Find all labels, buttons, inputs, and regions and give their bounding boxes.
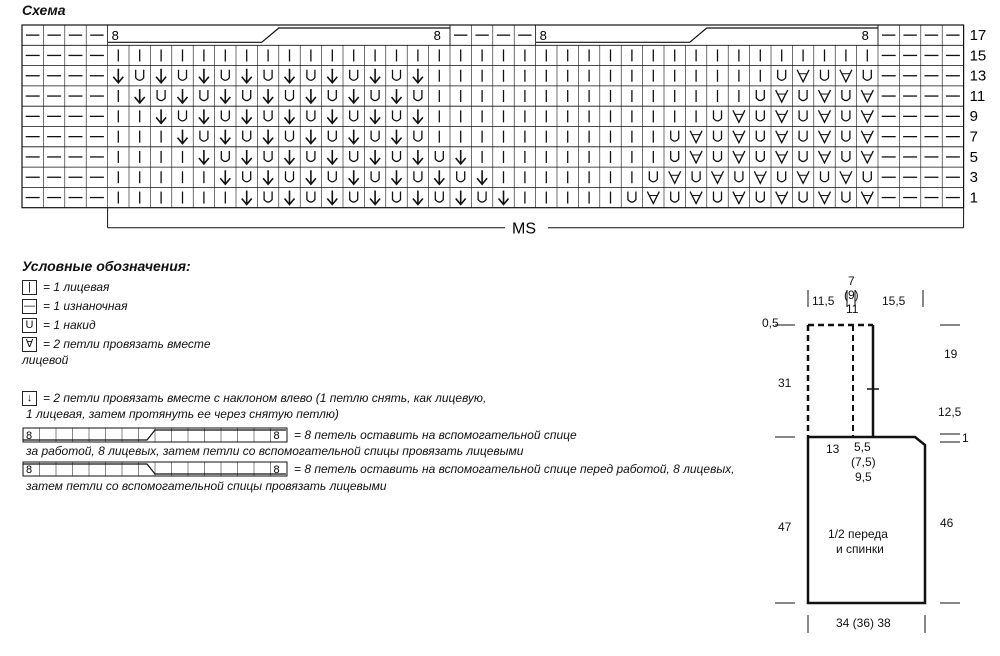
yarn-over-symbol (264, 70, 272, 81)
k2tog-symbol (819, 192, 831, 204)
cable-num: 8 (26, 464, 33, 476)
pattern-schematic (755, 285, 1000, 645)
yarn-over-symbol (756, 151, 764, 162)
k2tog-symbol (669, 171, 681, 183)
piece-label-2: и спинки (836, 542, 884, 556)
row-number: 3 (969, 169, 978, 187)
yarn-over-symbol (799, 151, 807, 162)
knit-symbol-icon: | (22, 280, 37, 295)
yarn-over-symbol (136, 70, 144, 81)
yarn-over-symbol (371, 90, 379, 101)
legend-title: Условные обозначения: (22, 258, 191, 274)
yarn-over-symbol (179, 110, 187, 121)
legend-k2tog (22, 336, 211, 352)
yarn-over-symbol (435, 192, 443, 203)
dim-top-mid-2: (9) (844, 288, 859, 302)
cable-cross (23, 464, 286, 474)
ms-label: MS (512, 220, 536, 238)
cable-num: 8 (26, 430, 33, 442)
row-number: 15 (969, 47, 987, 65)
k2tog-symbol (733, 131, 745, 143)
row-number: 13 (969, 67, 987, 85)
dim-top-mid-1: 7 (848, 274, 855, 288)
legend-cable-back: = 8 петель оставить на вспомогательной спице (294, 428, 577, 442)
k2tog-symbol (690, 192, 702, 204)
yarn-over-symbol (243, 131, 251, 142)
yarn-over-symbol (842, 90, 850, 101)
dim-body-right: 46 (940, 516, 954, 530)
yarn-over-symbol (756, 110, 764, 121)
yarn-over-symbol (457, 171, 465, 182)
cable-back-symbol-icon (22, 427, 290, 443)
yarn-over-symbol (671, 192, 679, 203)
row-number: 5 (969, 148, 978, 166)
yarn-over-symbol (264, 192, 272, 203)
k2tog-symbol-icon: ∀ (22, 337, 37, 352)
yarn-over-symbol (157, 90, 165, 101)
cable-num: 8 (273, 430, 280, 442)
dim-underarm-left: 13 (826, 442, 840, 456)
k2tog-symbol (776, 90, 788, 102)
cable-front-symbol-icon (22, 461, 290, 477)
dim-top-mid-3: 11 (846, 302, 859, 316)
legend-knit (22, 279, 109, 295)
yarn-over-symbol (328, 90, 336, 101)
yarn-over-symbol (307, 110, 315, 121)
row-number: 7 (969, 128, 978, 146)
row-number: 11 (969, 87, 986, 105)
dim-top-right: 15,5 (882, 294, 906, 308)
yarn-over-symbol (714, 192, 722, 203)
k2tog-symbol (733, 151, 745, 163)
dim-right-upper: 19 (944, 347, 958, 361)
k2tog-symbol (647, 192, 659, 204)
k2tog-symbol (776, 192, 788, 204)
cable-cross (23, 430, 286, 440)
row-number: 1 (969, 189, 978, 207)
yarn-over-symbol (328, 171, 336, 182)
yarn-over-symbol (221, 110, 229, 121)
yarn-over-symbol (414, 131, 422, 142)
k2tog-symbol (776, 110, 788, 122)
purl-symbol-icon: — (24, 300, 35, 313)
yarn-over-symbol (714, 110, 722, 121)
yarn-over-symbol (393, 70, 401, 81)
dim-right-mid: 12,5 (938, 405, 962, 419)
yarn-over-symbol (756, 192, 764, 203)
yarn-over-symbol (799, 90, 807, 101)
yarn-over-symbol (393, 110, 401, 121)
dim-body-left: 47 (778, 520, 792, 534)
knitting-chart (0, 0, 1000, 256)
legend-cable-front-line2: затем петли со вспомогательной спицы провязать лицевыми (26, 479, 387, 493)
yarn-over-symbol (286, 171, 294, 182)
legend-cable-back-line2: за работой, 8 лицевых, затем петли со вспомогательной спицы провязать лицевыми (26, 444, 524, 458)
yarn-over-symbol (863, 171, 871, 182)
dim-top-left: 11,5 (812, 294, 835, 308)
yarn-over-symbol (799, 131, 807, 142)
yarn-over-symbol (350, 110, 358, 121)
k2tog-symbol (819, 90, 831, 102)
yarn-over-symbol (243, 90, 251, 101)
dim-underarm-mid-2: (7,5) (851, 455, 876, 469)
yarn-over-symbol (842, 151, 850, 162)
k2tog-symbol (861, 110, 873, 122)
yarn-over-symbol (692, 171, 700, 182)
yarn-over-symbol (778, 70, 786, 81)
legend-ssk-text: = 2 петли провязать вместе с наклоном влево (1 петлю снять, как лицевую, (43, 391, 487, 405)
yarn-over-symbol-icon: U (22, 318, 37, 333)
cable-label: 8 (111, 28, 119, 43)
k2tog-symbol (776, 151, 788, 163)
yarn-over-symbol (478, 192, 486, 203)
k2tog-symbol (797, 70, 809, 82)
yarn-over-symbol (649, 171, 657, 182)
k2tog-symbol (840, 171, 852, 183)
yarn-over-symbol (371, 131, 379, 142)
dim-armhole: 31 (778, 376, 792, 390)
yarn-over-symbol (414, 171, 422, 182)
yarn-over-symbol (328, 131, 336, 142)
yarn-over-symbol (350, 70, 358, 81)
k2tog-symbol (861, 131, 873, 143)
cable-num: 8 (273, 464, 280, 476)
yarn-over-symbol (200, 131, 208, 142)
yarn-over-symbol (714, 151, 722, 162)
yarn-over-symbol (842, 110, 850, 121)
k2tog-symbol (733, 192, 745, 204)
yarn-over-symbol (179, 70, 187, 81)
yarn-over-symbol (671, 151, 679, 162)
legend-yarn-over (22, 317, 96, 333)
dim-underarm-mid-1: 5,5 (854, 440, 871, 454)
yarn-over-symbol (393, 192, 401, 203)
cable-label: 8 (433, 28, 441, 43)
yarn-over-symbol (307, 192, 315, 203)
yarn-over-symbol (628, 192, 636, 203)
yarn-over-symbol (286, 131, 294, 142)
dim-left-offset: 0,5 (762, 316, 779, 330)
ssk-symbol-icon: ↓ (22, 391, 37, 406)
k2tog-symbol (819, 131, 831, 143)
legend-k2tog-text: = 2 петли провязать вместе (43, 337, 211, 351)
dim-underarm-mid-3: 9,5 (855, 470, 872, 484)
yarn-over-symbol (350, 151, 358, 162)
yarn-over-symbol (264, 151, 272, 162)
cable-line (536, 28, 878, 42)
legend-purl (22, 298, 128, 314)
yarn-over-symbol (778, 171, 786, 182)
yarn-over-symbol (863, 70, 871, 81)
piece-label-1: 1/2 переда (828, 527, 888, 541)
legend-cable-front: = 8 петель оставить на вспомогательной спице перед работой, 8 лицевых, (294, 462, 735, 476)
k2tog-symbol (690, 131, 702, 143)
yarn-over-symbol (414, 90, 422, 101)
yarn-over-symbol (264, 110, 272, 121)
yarn-over-symbol (243, 171, 251, 182)
yarn-over-symbol (735, 171, 743, 182)
k2tog-symbol (754, 171, 766, 183)
yarn-over-symbol (799, 110, 807, 121)
yarn-over-symbol (821, 70, 829, 81)
legend-yo-text: = 1 накид (43, 318, 96, 332)
cable-line (108, 28, 450, 42)
legend-knit-text: = 1 лицевая (43, 280, 110, 294)
cable-label: 8 (539, 28, 547, 43)
yarn-over-symbol (671, 131, 679, 142)
yarn-over-symbol (756, 90, 764, 101)
k2tog-symbol (819, 110, 831, 122)
k2tog-symbol (861, 90, 873, 102)
k2tog-symbol (861, 192, 873, 204)
yarn-over-symbol (714, 131, 722, 142)
yarn-over-symbol (842, 131, 850, 142)
k2tog-symbol (861, 151, 873, 163)
yarn-over-symbol (393, 151, 401, 162)
chart-title: Схема (22, 2, 66, 18)
yarn-over-symbol (221, 151, 229, 162)
row-number: 9 (969, 108, 978, 126)
legend-purl-text: = 1 изнаночная (43, 299, 128, 313)
k2tog-symbol (840, 70, 852, 82)
cable-label: 8 (861, 28, 869, 43)
dim-right-small: 1 (962, 431, 969, 445)
yarn-over-symbol (799, 192, 807, 203)
k2tog-symbol (819, 151, 831, 163)
k2tog-symbol (712, 171, 724, 183)
yarn-over-symbol (371, 171, 379, 182)
yarn-over-symbol (821, 171, 829, 182)
yarn-over-symbol (307, 70, 315, 81)
k2tog-symbol (733, 110, 745, 122)
yarn-over-symbol (350, 192, 358, 203)
legend-ssk (22, 390, 486, 406)
dim-bottom: 34 (36) 38 (836, 616, 891, 630)
yarn-over-symbol (842, 192, 850, 203)
yarn-over-symbol (435, 151, 443, 162)
yarn-over-symbol (307, 151, 315, 162)
yarn-over-symbol (286, 90, 294, 101)
row-number: 17 (969, 27, 987, 44)
k2tog-symbol (690, 151, 702, 163)
yarn-over-symbol (756, 131, 764, 142)
legend-k2tog-line2: лицевой (22, 353, 69, 367)
yarn-over-symbol (221, 70, 229, 81)
yarn-over-symbol (200, 90, 208, 101)
legend-ssk-line2: 1 лицевая, затем протянуть ее через снятую петлю) (26, 407, 339, 421)
k2tog-symbol (797, 171, 809, 183)
k2tog-symbol (776, 131, 788, 143)
